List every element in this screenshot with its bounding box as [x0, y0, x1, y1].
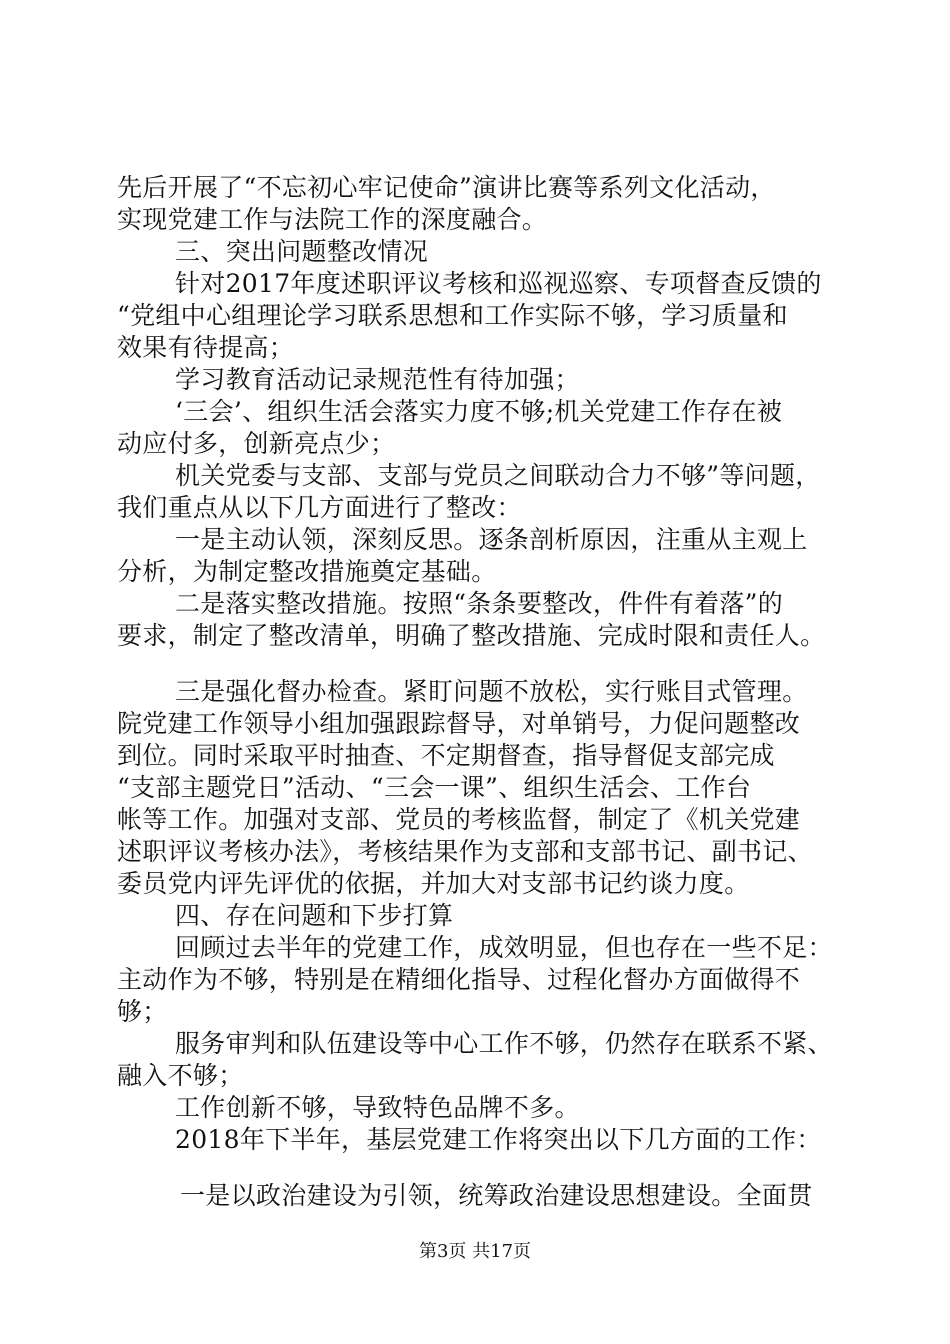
text-line: 先后开展了“不忘初心牢记使命”演讲比赛等系列文化活动， — [117, 173, 776, 202]
text-line: 机关党委与支部、支部与党员之间联动合力不够”等问题， — [175, 461, 821, 490]
text-line: 一是以政治建设为引领，统筹政治建设思想建设。全面贯 — [180, 1181, 813, 1210]
text-line: 到位。同时采取平时抽查、不定期督查，指导督促支部完成 — [117, 741, 775, 770]
text-line: 三是强化督办检查。紧盯问题不放松，实行账目式管理。 — [175, 677, 808, 706]
text-line: “党组中心组理论学习联系思想和工作实际不够，学习质量和 — [117, 301, 788, 330]
text-line: 主动作为不够，特别是在精细化指导、过程化督办方面做得不 — [117, 965, 801, 994]
section-heading: 四、存在问题和下步打算 — [175, 901, 454, 930]
text-line: 帐等工作。加强对支部、党员的考核监督，制定了《机关党建 — [117, 805, 801, 834]
text-line: 我们重点从以下几方面进行了整改： — [117, 493, 522, 522]
text-line: 回顾过去半年的党建工作，成效明显，但也存在一些不足： — [175, 933, 833, 962]
text-line: 够； — [117, 997, 168, 1026]
section-heading: 三、突出问题整改情况 — [175, 237, 429, 266]
text-line: 分析，为制定整改措施奠定基础。 — [117, 557, 497, 586]
text-line: 二是落实整改措施。按照“条条要整改，件件有着落”的 — [175, 589, 784, 618]
text-line: ‘三会’、组织生活会落实力度不够;机关党建工作存在被 — [175, 397, 783, 426]
text-line: 融入不够； — [117, 1061, 244, 1090]
text-line: 一是主动认领，深刻反思。逐条剖析原因，注重从主观上 — [175, 525, 808, 554]
text-line: 院党建工作领导小组加强跟踪督导，对单销号，力促问题整改 — [117, 709, 801, 738]
text-line: 针对2017年度述职评议考核和巡视巡察、专项督查反馈的 — [175, 269, 822, 298]
text-line: 2018年下半年，基层党建工作将突出以下几方面的工作： — [175, 1125, 822, 1154]
text-line: 要求，制定了整改清单，明确了整改措施、完成时限和责任人。 — [117, 621, 826, 650]
text-line: 工作创新不够，导致特色品牌不多。 — [175, 1093, 580, 1122]
page-number-footer: 第3页 共17页 — [418, 1241, 532, 1262]
text-line: 学习教育活动记录规范性有待加强； — [175, 365, 580, 394]
text-line: 服务审判和队伍建设等中心工作不够，仍然存在联系不紧、 — [175, 1029, 833, 1058]
text-line: 述职评议考核办法》，考核结果作为支部和支部书记、副书记、 — [117, 837, 813, 866]
text-line: 实现党建工作与法院工作的深度融合。 — [117, 205, 548, 234]
text-line: “支部主题党日”活动、“三会一课”、组织生活会、工作台 — [117, 773, 752, 802]
text-line: 效果有待提高； — [117, 333, 295, 362]
text-line: 动应付多，创新亮点少； — [117, 429, 396, 458]
text-line: 委员党内评先评优的依据，并加大对支部书记约谈力度。 — [117, 869, 750, 898]
